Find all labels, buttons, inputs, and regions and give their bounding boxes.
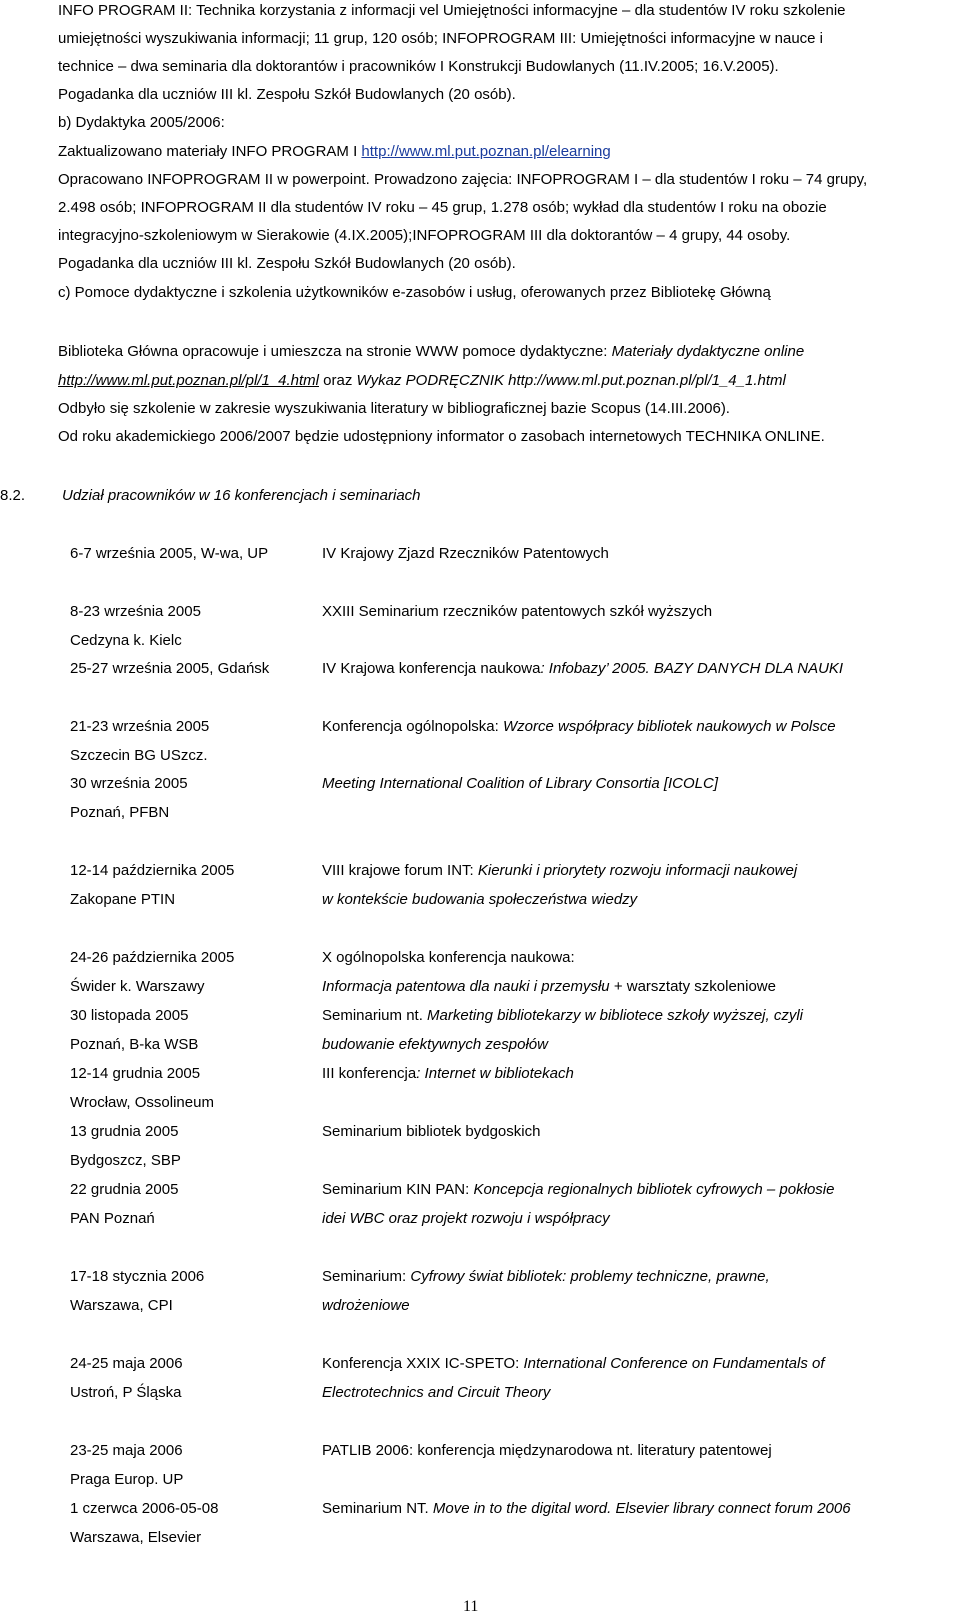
text-segment-italic: wdrożeniowe [322,1297,410,1314]
conference-name: X ogólnopolska konferencja naukowa: [322,949,575,966]
text-segment: Konferencja ogólnopolska: [322,718,503,735]
text-segment: Biblioteka Główna opracowuje i umieszcza na stronie WWW pomoce dydaktyczne: [58,343,612,360]
conference-name-cont [322,891,637,909]
text-segment-italic: Electrotechnics and Circuit Theory [322,1384,551,1401]
conference-name [322,1181,834,1199]
text-segment: III konferencja [322,1065,417,1082]
conference-date: 8-23 września 2005 [70,603,201,620]
conference-date: 25-27 września 2005, Gdańsk [70,660,270,677]
conference-place: Poznań, B-ka WSB [70,1036,199,1053]
conference-date: 1 czerwca 2006-05-08 [70,1500,219,1517]
text-segment: Seminarium nt. [322,1007,428,1024]
text-segment: VIII krajowe forum INT: [322,862,478,879]
conference-name: IV Krajowy Zjazd Rzeczników Patentowych [322,545,609,562]
conference-name [322,1268,770,1286]
conference-place: Warszawa, Elsevier [70,1529,202,1546]
text-segment-italic: Materiały dydaktyczne online [611,343,805,360]
text-line: c) Pomoce dydaktyczne i szkolenia użytkowników e-zasobów i usług, oferowanych przez Bibliotekę Główną [58,284,771,301]
conference-place: Bydgoszcz, SBP [70,1152,181,1169]
conference-name [322,775,718,793]
conference-date: 13 grudnia 2005 [70,1123,179,1140]
text-line: Pogadanka dla uczniów III kl. Zespołu Szkół Budowlanych (20 osób). [58,86,516,103]
conference-date: 12-14 grudnia 2005 [70,1065,201,1082]
text-line [58,372,786,390]
text-line: Opracowano INFOPROGRAM II w powerpoint. Prowadzono zajęcia: INFOPROGRAM I – dla studentów I roku – 74 grupy, [58,171,868,188]
conference-place: Szczecin BG USzcz. [70,747,208,764]
conference-name [322,1355,825,1373]
conference-date: 21-23 września 2005 [70,718,210,735]
text-segment-italic: : Internet w bibliotekach [416,1065,574,1082]
text-segment-italic: Marketing bibliotekarzy w bibliotece szkoły wyższej, czyli [427,1007,804,1024]
text-segment-italic: Koncepcja regionalnych bibliotek cyfrowych – pokłosie [473,1181,835,1198]
conference-date: 12-14 października 2005 [70,862,235,879]
text-line [58,343,804,361]
conference-name [322,718,836,736]
text-segment: Seminarium KIN PAN: [322,1181,474,1198]
conference-date: 24-26 października 2005 [70,949,235,966]
conference-name [322,862,797,880]
text-segment: Seminarium NT. [322,1500,433,1517]
text-segment-italic: Meeting International Coalition of Library Consortia [ICOLC] [322,775,719,792]
conference-name-cont [322,1036,548,1054]
conference-place: Praga Europ. UP [70,1471,184,1488]
text-segment-italic: Wzorce współpracy bibliotek naukowych w Polsce [502,718,836,735]
materials-link[interactable]: http://www.ml.put.poznan.pl/pl/1_4.html [58,372,319,389]
conference-name [322,1065,574,1083]
conference-date: 23-25 maja 2006 [70,1442,183,1459]
conference-name-cont [322,1297,410,1315]
conference-place: Świder k. Warszawy [70,978,205,995]
text-segment-italic: Move in to the digital word. Elsevier library connect forum 2006 [432,1500,851,1517]
conference-date: 22 grudnia 2005 [70,1181,179,1198]
conference-date: 6-7 września 2005, W-wa, UP [70,545,269,562]
text-line: technice – dwa seminaria dla doktorantów i pracowników I Konstrukcji Budowlanych (11.IV.2005; 16.V.2005). [58,58,779,75]
conference-place: PAN Poznań [70,1210,155,1227]
page-number: 11 [463,1598,479,1615]
conference-name [322,1500,851,1518]
conference-date: 30 listopada 2005 [70,1007,189,1024]
text-line: umiejętności wyszukiwania informacji; 11 grup, 120 osób; INFOPROGRAM III: Umiejętności informacyjne w nauce i [58,30,824,47]
conference-place: Cedzyna k. Kielc [70,632,182,649]
text-segment: Seminarium: [322,1268,411,1285]
text-segment-italic: Wykaz PODRĘCZNIK http://www.ml.put.poznan.pl/pl/1_4_1.html [356,372,786,389]
conference-place: Ustroń, P Śląska [70,1384,182,1401]
conference-place: Warszawa, CPI [70,1297,173,1314]
text-segment: Konferencja XXIX IC-SPETO: [322,1355,524,1372]
text-line: Od roku akademickiego 2006/2007 będzie udostępniony informator o zasobach internetowych TECHNIKA ONLINE. [58,428,825,445]
text-segment-italic: Cyfrowy świat bibliotek: problemy techniczne, prawne, [410,1268,770,1285]
conference-place: Zakopane PTIN [70,891,176,908]
text-segment-italic: : Infobazy’ 2005. BAZY DANYCH DLA NAUKI [540,660,844,677]
text-segment-italic: Kierunki i priorytety rozwoju informacji naukowej [477,862,798,879]
elearning-link[interactable]: http://www.ml.put.poznan.pl/elearning [361,143,611,160]
conference-name [322,1007,803,1025]
text-segment-italic: w kontekście budowania społeczeństwa wiedzy [322,891,638,908]
conference-name: PATLIB 2006: konferencja międzynarodowa nt. literatury patentowej [322,1442,772,1459]
conference-place: Wrocław, Ossolineum [70,1094,214,1111]
text-segment-italic: budowanie efektywnych zespołów [322,1036,548,1053]
text-line [58,143,611,161]
text-segment: oraz [318,372,357,389]
text-segment-italic: International Conference on Fundamentals of [523,1355,825,1372]
text-segment-italic: idei WBC oraz projekt rozwoju i współpracy [322,1210,610,1227]
text-segment-italic: Informacja patentowa dla nauki i przemysłu [322,978,610,995]
conference-name-cont [322,978,776,996]
text-line: integracyjno-szkoleniowym w Sierakowie (4.IX.2005);INFOPROGRAM III dla doktorantów – 4 grupy, 44 osoby. [58,227,791,244]
text-line: Pogadanka dla uczniów III kl. Zespołu Szkół Budowlanych (20 osób). [58,255,516,272]
conference-date: 30 września 2005 [70,775,188,792]
conference-date: 17-18 stycznia 2006 [70,1268,205,1285]
text-line: Odbyło się szkolenie w zakresie wyszukiwania literatury w bibliograficznej bazie Scopus (14.III.2006). [58,400,730,417]
text-segment: IV Krajowa konferencja naukowa [322,660,541,677]
text-line: 2.498 osób; INFOPROGRAM II dla studentów IV roku – 45 grup, 1.278 osób; wykład dla studentów I roku na obozie [58,199,827,216]
conference-name-cont [322,1384,550,1402]
text-segment: + warsztaty szkoleniowe [609,978,776,995]
section-title: Udział pracowników w 16 konferencjach i seminariach [62,487,421,504]
conference-name-cont [322,1210,610,1228]
conference-date: 24-25 maja 2006 [70,1355,183,1372]
text-segment: Zaktualizowano materiały INFO PROGRAM I [58,143,362,160]
section-number: 8.2. [0,487,26,504]
text-line: INFO PROGRAM II: Technika korzystania z informacji vel Umiejętności informacyjne – dla studentów IV roku szkolenie [58,2,846,19]
conference-name: XXIII Seminarium rzeczników patentowych szkół wyższych [322,603,713,620]
conference-name: Seminarium bibliotek bydgoskich [322,1123,541,1140]
conference-name [322,660,843,678]
conference-place: Poznań, PFBN [70,804,170,821]
text-line: b) Dydaktyka 2005/2006: [58,114,225,131]
